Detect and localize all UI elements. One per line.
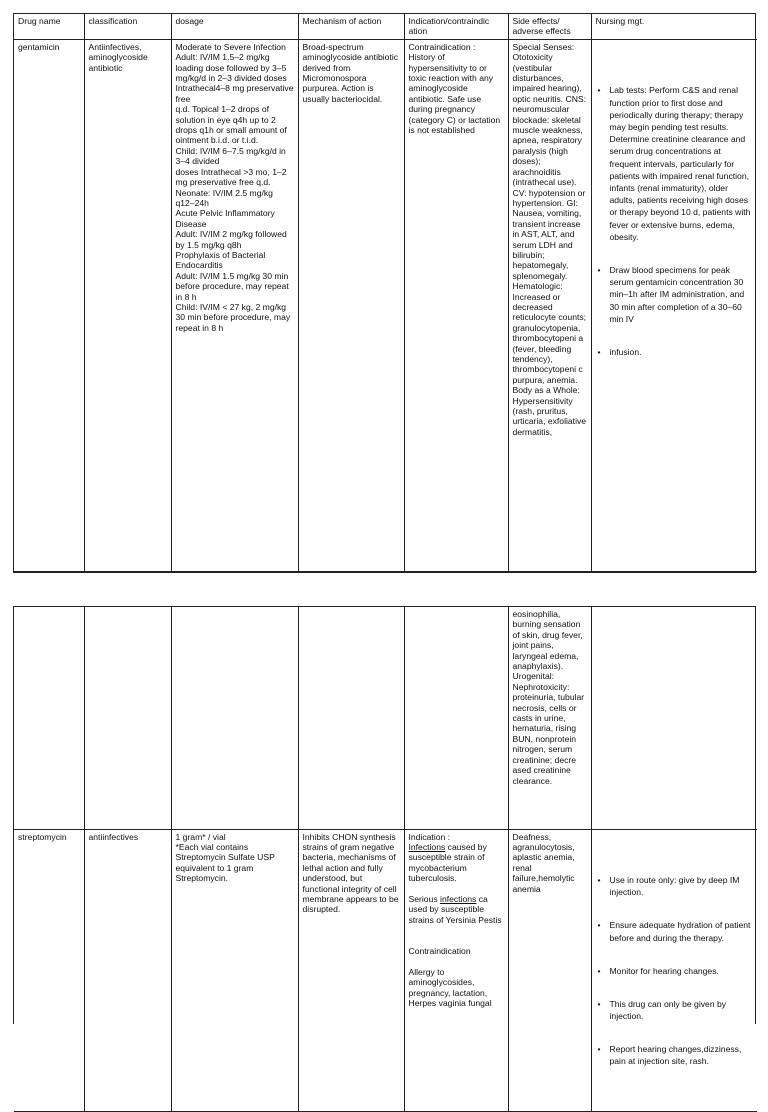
- nursing-item: • Ensure adequate hydration of patient before and during the therapy.: [597, 920, 753, 943]
- bullet-icon: •: [597, 920, 601, 931]
- nursing-item: • Monitor for hearing changes.: [597, 965, 719, 976]
- table-row-gentamicin: [14, 39, 757, 571]
- contraindication-text: Allergy to aminoglycosides, pregnancy, lactation, Herpes vaginia fungal: [408, 966, 492, 1008]
- classification-cell: antiinfectives: [84, 829, 171, 1111]
- mechanism-cell: Broad-spectrum aminoglycoside antibiotic derived from Micromonospora purpurea. Action is usually bacteriocidal.: [298, 39, 404, 571]
- nursing-cell: [591, 607, 757, 829]
- side-effects-cell: Deafness, agranulocytosis, aplastic anemia, renal failure,hemolytic anemia: [508, 829, 591, 1111]
- bullet-icon: •: [597, 965, 601, 976]
- nursing-item: • Use in route only: give by deep IM injection.: [597, 875, 742, 898]
- header-mechanism: Mechanism of action: [298, 14, 404, 39]
- classification-cell: [84, 607, 171, 829]
- bullet-icon: •: [597, 998, 601, 1009]
- drug-name-cell: gentamicin: [14, 39, 84, 571]
- classification-cell: Antiinfectives, aminoglycoside antibiotic: [84, 39, 171, 571]
- page-2: [13, 606, 756, 1066]
- bullet-icon: •: [597, 85, 601, 96]
- nursing-list: [598, 853, 752, 1088]
- indication-cell: Indication : Infections caused by susceptible strain of mycobacterium tuberculosis. Serious infections ca used by susceptible strains of Yersinia Pestis Contraindication Allergy to aminoglycosides, pregnancy, lactation, Herpes vaginia fungal: [404, 829, 508, 1111]
- bullet-icon: •: [597, 1043, 601, 1054]
- side-effects-cell: eosinophilia, burning sensation of skin, drug fever, joint pains, laryngeal edema, anaphylaxis). Urogenital: Nephrotoxicity: proteinuria, tubular necrosis, cells or casts in urine, hematuria, rising BUN, nonprotein nitrogen, serum creatinine; decre ased creatinine clearance.: [508, 607, 591, 829]
- drug-table-page-1: [14, 14, 757, 572]
- side-effects-cell: Special Senses: Ototoxicity (vestibular disturbances, impaired hearing), optic neuritis. CNS: neuromuscular blockade: skeletal muscle weakness, apnea, respiratory paralysis (high doses); arachnoiditis (intrathecal use). CV: hypotension or hypertension. GI: Nausea, vomiting, transient increase in AST, ALT, and serum LDH and bilirubin; hepatomegaly, splenomegaly. Hematologic: Increased or decreased reticulocyte counts; granulocytopenia, thrombocytopeni a (fever, bleeding tendency), thrombocytopeni c purpura, anemia. Body as a Whole: Hypersensitivity (rash, pruritus, urticaria, exfoliative dermatitis,: [508, 39, 591, 571]
- table-row-streptomycin: [14, 829, 757, 1111]
- bullet-icon: •: [597, 875, 601, 886]
- drug-name-cell: [14, 607, 84, 829]
- nursing-cell: [591, 829, 757, 1111]
- dosage-cell: [171, 607, 298, 829]
- page-1: [13, 13, 756, 573]
- drug-table-page-2: [14, 607, 757, 1112]
- dosage-cell: Moderate to Severe Infection Adult: IV/IM 1.5–2 mg/kg loading dose followed by 3–5 mg/kg/d in 2–3 divided doses Intrathecal4–8 mg preservative free q.d. Topical 1–2 drops of solution in eye q4h up to 2 drops q1h or small amount of ointment b.i.d. or t.i.d. Child: IV/IM 6–7.5 mg/kg/d in 3–4 divided doses Intrathecal >3 mo, 1–2 mg preservative free q.d. Neonate: IV/IM 2.5 mg/kg q12–24h Acute Pelvic Inflammatory Disease Adult: IV/IM 2 mg/kg followed by 1.5 mg/kg q8h Prophylaxis of Bacterial Endocarditis Adult: IV/IM 1.5 mg/kg 30 min before procedure, may repeat in 8 h Child: IV/IM < 27 kg, 2 mg/kg 30 min before procedure, may repeat in 8 h: [171, 39, 298, 571]
- header-nursing: Nursing mgt.: [591, 14, 757, 39]
- mechanism-cell: [298, 607, 404, 829]
- header-dosage: dosage: [171, 14, 298, 39]
- header-row: [14, 14, 757, 39]
- contraindication-label: Contraindication: [408, 945, 471, 956]
- mechanism-cell: Inhibits CHON synthesis strains of gram negative bacteria, mechanisms of lethal action and fully understood, but functional integrity of cell membrane appears to be disrupted.: [298, 829, 404, 1111]
- header-side-effects: Side effects/ adverse effects: [508, 14, 591, 39]
- infections-link[interactable]: infections: [440, 893, 477, 904]
- nursing-item: • Report hearing changes,dizziness, pain at injection site, rash.: [597, 1043, 744, 1066]
- nursing-cell: [591, 39, 757, 571]
- nursing-item: • Draw blood specimens for peak serum gentamicin concentration 30 min–1h after IM administration, and 30 min after completion of a 30–60 min IV: [597, 264, 747, 324]
- infections-link[interactable]: Infections: [408, 841, 446, 852]
- indication-cell: Contraindication : History of hypersensitivity to or toxic reaction with any aminoglycoside antibiotic. Safe use during pregnancy (category C) or lactation is not established: [404, 39, 508, 571]
- dosage-cell: 1 gram* / vial *Each vial contains Streptomycin Sulfate USP equivalent to 1 gram Streptomycin.: [171, 829, 298, 1111]
- nursing-item: • infusion.: [597, 346, 642, 357]
- bullet-icon: •: [597, 264, 601, 275]
- header-indication: Indication/contraindic ation: [404, 14, 508, 39]
- table-row-gentamicin-continued: [14, 607, 757, 829]
- indication-cell: [404, 607, 508, 829]
- nursing-item: • Lab tests: Perform C&S and renal function prior to first dose and periodically during therapy; therapy may begin pending test results. Determine creatinine clearance and serum drug concentrations at frequent intervals, particularly for patients with impaired renal function, infants (renal immaturity), older adults, patients receiving high doses or therapy beyond 10 d, patients with fever or extensive burns, edema, obesity.: [597, 85, 753, 242]
- drug-name-cell: streptomycin: [14, 829, 84, 1111]
- header-classification: classification: [84, 14, 171, 39]
- header-drug-name: Drug name: [14, 14, 84, 39]
- bullet-icon: •: [597, 346, 601, 357]
- nursing-list: [598, 64, 752, 379]
- nursing-item: • This drug can only be given by injection.: [597, 998, 729, 1021]
